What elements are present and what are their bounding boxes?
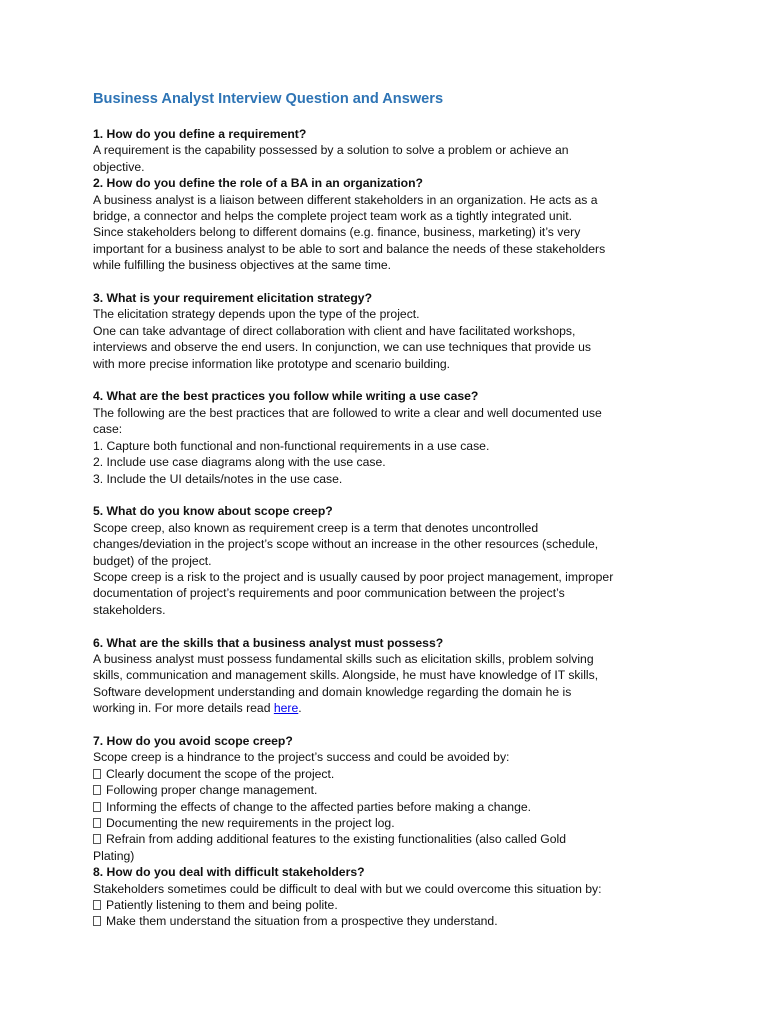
answer-7-intro: Scope creep is a hindrance to the project’s success and could be avoided by: — [93, 750, 510, 765]
answer-3-line: with more precise information like prototype and scenario building. — [93, 356, 451, 371]
document-title: Business Analyst Interview Question and Answers — [93, 91, 444, 107]
answer-3-line: One can take advantage of direct collaboration with client and have facilitated workshops, — [93, 323, 576, 338]
question-6: 6. What are the skills that a business analyst must possess? — [93, 635, 444, 650]
bullet-text: Refrain from adding additional features to the existing functionalities (also called Gold — [106, 832, 567, 847]
question-8: 8. How do you deal with difficult stakeholders? — [93, 865, 365, 880]
answer-5-line: changes/deviation in the project’s scope without an increase in the other resources (schedule, — [93, 537, 599, 552]
bullet-item — [93, 766, 668, 782]
answer-3-line: The elicitation strategy depends upon the type of the project. — [93, 307, 420, 322]
question-5: 5. What do you know about scope creep? — [93, 504, 333, 519]
bullet-item — [93, 782, 668, 798]
answer-6-line: A business analyst must possess fundamental skills such as elicitation skills, problem solving — [93, 651, 594, 666]
answer-5-line: Scope creep is a risk to the project and is usually caused by poor project management, improper — [93, 569, 614, 584]
bullet-box-icon — [93, 785, 101, 795]
qa-section-1 — [93, 126, 668, 175]
bullet-text: Documenting the new requirements in the project log. — [106, 815, 395, 830]
answer-1-line: A requirement is the capability possessed by a solution to solve a problem or achieve an — [93, 143, 569, 158]
document-page — [93, 88, 668, 930]
answer-5-line: Scope creep, also known as requirement creep is a term that denotes uncontrolled — [93, 520, 539, 535]
answer-2-line: bridge, a connector and helps the complete project team work as a tightly integrated unit. — [93, 209, 572, 224]
answer-4-line: 2. Include use case diagrams along with the use case. — [93, 455, 386, 470]
answer-6-line: skills, communication and management skills. Alongside, he must have knowledge of IT skills, — [93, 668, 599, 683]
answer-4-line: 3. Include the UI details/notes in the use case. — [93, 471, 343, 486]
bullet-box-icon — [93, 802, 101, 812]
answer-2-line: while fulfilling the business objectives at the same time. — [93, 258, 392, 273]
bullet-box-icon — [93, 769, 101, 779]
qa-section-4 — [93, 388, 668, 486]
bullet-text: Clearly document the scope of the project. — [106, 766, 335, 781]
question-7: 7. How do you avoid scope creep? — [93, 733, 293, 748]
qa-section-8 — [93, 864, 668, 930]
bullet-text: Make them understand the situation from a prospective they understand. — [106, 914, 498, 929]
question-2: 2. How do you define the role of a BA in an organization? — [93, 176, 423, 191]
question-3: 3. What is your requirement elicitation strategy? — [93, 291, 373, 306]
more-details-link[interactable]: here — [273, 701, 299, 716]
bullet-text: Informing the effects of change to the affected parties before making a change. — [106, 799, 532, 814]
bullet-box-icon — [93, 900, 101, 910]
bullet-text: Following proper change management. — [106, 783, 318, 798]
bullet-continuation: Plating) — [93, 848, 135, 863]
bullet-box-icon — [93, 818, 101, 828]
question-4: 4. What are the best practices you follow while writing a use case? — [93, 389, 479, 404]
qa-section-2 — [93, 175, 668, 273]
bullet-item — [93, 799, 668, 815]
bullet-item — [93, 913, 668, 929]
answer-5-line: budget) of the project. — [93, 553, 212, 568]
answer-6-line: Software development understanding and domain knowledge regarding the domain he is — [93, 684, 572, 699]
answer-5-line: documentation of project’s requirements and poor communication between the project’s — [93, 586, 565, 601]
qa-section-6 — [93, 635, 668, 717]
answer-6-period: . — [298, 701, 302, 716]
bullet-box-icon — [93, 834, 101, 844]
answer-2-line: Since stakeholders belong to different domains (e.g. finance, business, marketing) it’s very — [93, 225, 581, 240]
answer-6-last-text: working in. For more details read — [93, 701, 274, 716]
answer-2-line: important for a business analyst to be able to sort and balance the needs of these stakeholders — [93, 241, 606, 256]
answer-6-last-line — [93, 700, 668, 716]
bullet-item — [93, 815, 668, 831]
bullet-item — [93, 831, 668, 847]
answer-4-line: case: — [93, 422, 123, 437]
bullet-item — [93, 897, 668, 913]
answer-3-line: interviews and observe the end users. In conjunction, we can use techniques that provide us — [93, 340, 591, 355]
answer-4-line: The following are the best practices that are followed to write a clear and well documented use — [93, 405, 602, 420]
question-1: 1. How do you define a requirement? — [93, 127, 307, 141]
answer-8-intro: Stakeholders sometimes could be difficult to deal with but we could overcome this situation by: — [93, 881, 602, 896]
qa-section-7 — [93, 733, 668, 864]
qa-section-3 — [93, 290, 668, 372]
answer-5-line: stakeholders. — [93, 602, 166, 617]
bullet-box-icon — [93, 916, 101, 926]
answer-4-line: 1. Capture both functional and non-functional requirements in a use case. — [93, 438, 490, 453]
bullet-text: Patiently listening to them and being polite. — [106, 898, 338, 913]
answer-1-line: objective. — [93, 159, 145, 174]
answer-2-line: A business analyst is a liaison between different stakeholders in an organization. He acts as a — [93, 192, 598, 207]
qa-section-5 — [93, 503, 668, 618]
